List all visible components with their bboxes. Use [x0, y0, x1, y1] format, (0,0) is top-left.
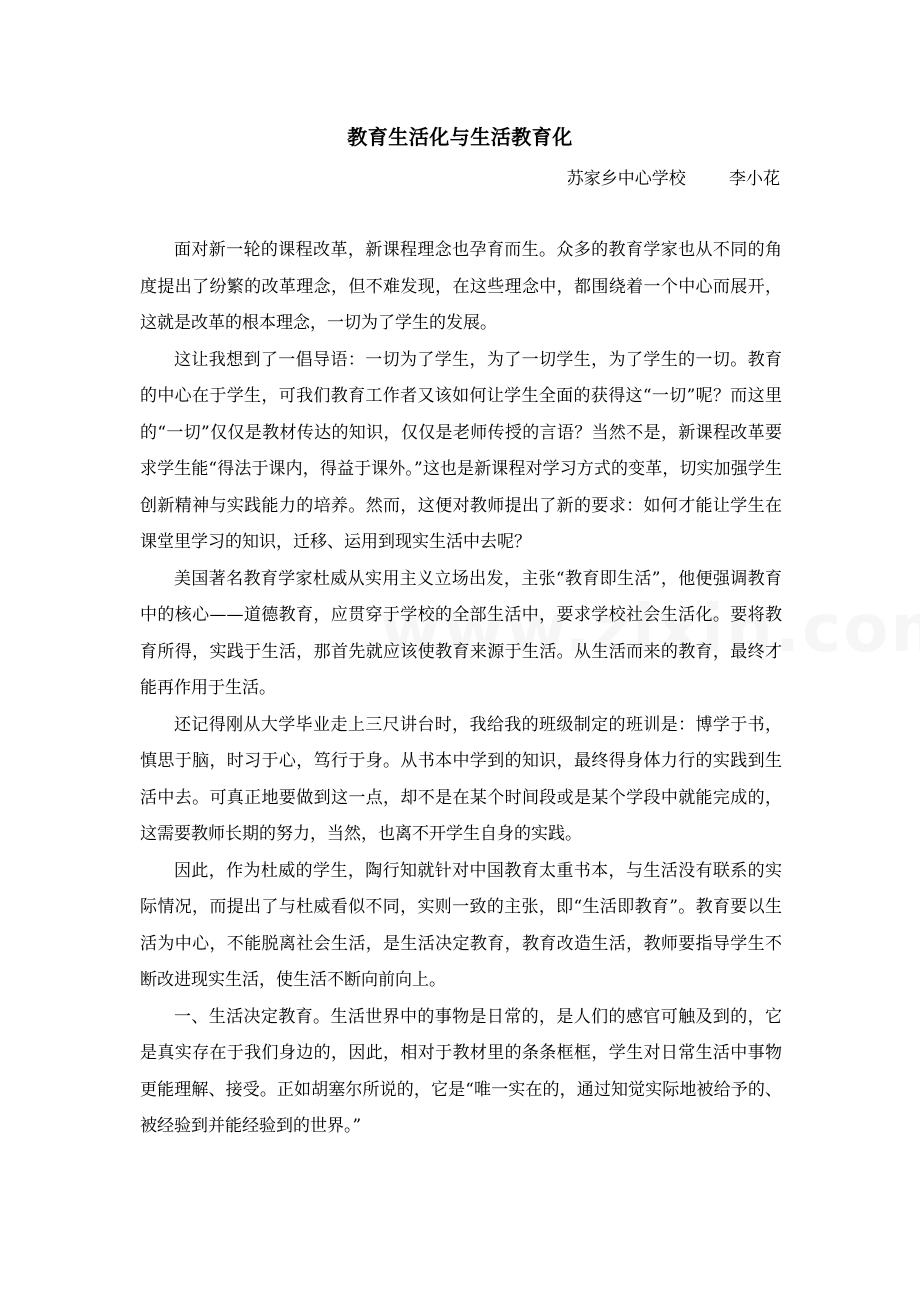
author-byline: 苏家乡中心学校 李小花 [566, 169, 780, 189]
paragraph-2: 这让我想到了一倡导语：一切为了学生，为了一切学生，为了学生的一切。教育的中心在于学生，可我们教育工作者又该如何让学生全面的获得这“一切”呢？而这里的“一切”仅仅是教材传达的知识，仅仅是老师传授的言语？当然不是，新课程改革要求学生能“得法于课内，得益于课外。”这也是新课程对学习方式的变革，切实加强学生创新精神与实践能力的培养。然而，这便对教师提出了新的要求：如何才能让学生在课堂里学习的知识，迁移、运用到现实生活中去呢？ [140, 349, 782, 552]
paragraph-3: 美国著名教育学家杜威从实用主义立场出发，主张“教育即生活”，他便强调教育中的核心——道德教育，应贯穿于学校的全部生活中，要求学校社会生活化。要将教育所得，实践于生活，那首先就应该使教育来源于生活。从生活而来的教育，最终才能再作用于生活。 [140, 568, 782, 698]
page-title: 教育生活化与生活教育化 [347, 125, 573, 149]
paragraph-1: 面对新一轮的课程改革，新课程理念也孕育而生。众多的教育学家也从不同的角度提出了纷繁的改革理念，但不难发现，在这些理念中，都围绕着一个中心而展开，这就是改革的根本理念，一切为了学生的发展。 [140, 240, 782, 333]
paragraph-6: 一、生活决定教育。生活世界中的事物是日常的，是人们的感官可触及到的，它是真实存在于我们身边的，因此，相对于教材里的条条框框，学生对日常生活中事物更能理解、接受。正如胡塞尔所说的，它是“唯一实在的，通过知觉实际地被给予的、被经验到并能经验到的世界。” [140, 1006, 782, 1136]
paragraph-4: 还记得刚从大学毕业走上三尺讲台时，我给我的班级制定的班训是：博学于书，慎思于脑，时习于心，笃行于身。从书本中学到的知识，最终得身体力行的实践到生活中去。可真正地要做到这一点，却不是在某个时间段或是某个学段中就能完成的，这需要教师长期的努力，当然，也离不开学生自身的实践。 [140, 714, 782, 844]
paragraph-5: 因此，作为杜威的学生，陶行知就针对中国教育太重书本，与生活没有联系的实际情况，而提出了与杜威看似不同，实则一致的主张，即“生活即教育”。教育要以生活为中心，不能脱离社会生活，是生活决定教育，教育改造生活，教师要指导学生不断改进现实生活，使生活不断向前向上。 [140, 860, 782, 990]
article-body [140, 232, 782, 1145]
